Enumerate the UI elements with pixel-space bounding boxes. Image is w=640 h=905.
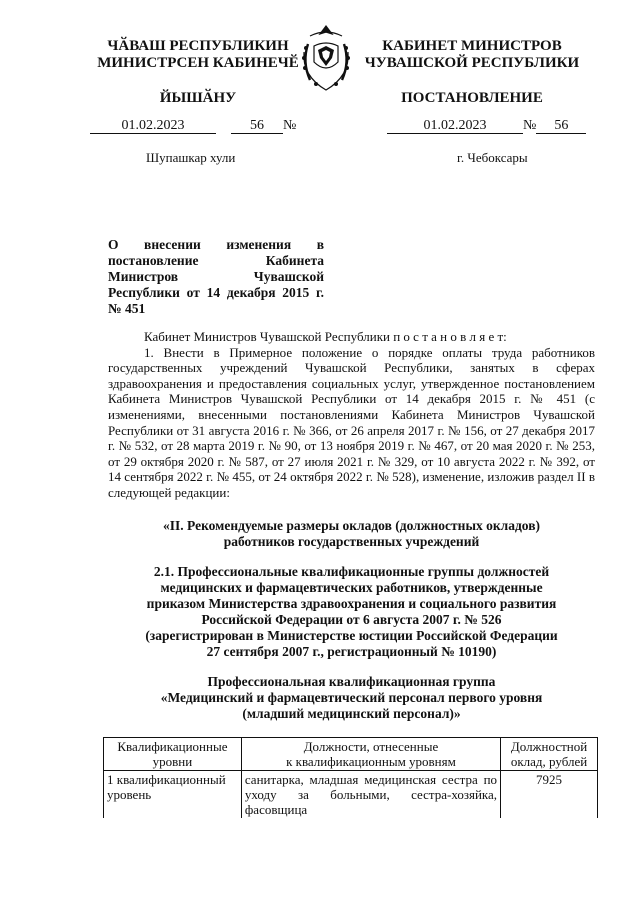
cell-positions: санитарка, младшая медицинская сестра по уходу за больными, сестра-хозяйка, фасовщица	[241, 771, 500, 819]
number-row-right	[387, 118, 586, 134]
place-russian: г. Чебоксары	[457, 150, 528, 165]
header-right-line1: КАБИНЕТ МИНИСТРОВ	[382, 38, 562, 54]
header-left-line1: ЧӐВАШ РЕСПУБЛИКИН	[107, 38, 289, 54]
subsection-heading-line3: приказом Министерства здравоохранения и социального развития	[146, 596, 557, 611]
subsection-heading	[108, 564, 595, 660]
number-left: 56	[231, 118, 283, 134]
cell-level: 1 квалификационный уровень	[104, 771, 242, 819]
subsection-heading-line1: 2.1. Профессиональные квалификационные группы должностей	[153, 564, 550, 579]
date-right: 01.02.2023	[387, 118, 523, 134]
header-left-chuvash	[78, 38, 318, 72]
salary-table	[103, 737, 598, 818]
table-header-row	[104, 738, 598, 771]
place-chuvash: Шупашкар хули	[146, 150, 236, 165]
section-heading-line2: работников государственных учреждений	[223, 534, 480, 549]
body-paragraph-1: Кабинет Министров Чувашской Республики п о с т а н о в л я е т:	[144, 329, 507, 344]
number-sign-right: №	[523, 118, 537, 133]
body-paragraph-2: 1. Внести в Примерное положение о порядке оплаты труда работников государственных учреждений Чувашской Республики, занятых в сферах здравоохранения и предоставления социальных услуг, утвержденное постановлением Кабинета Министров Чувашской Республики от 14 декабря 2015 г. № 451 (с изменениями, внесенными постановлениями Кабинета Министров Чувашской Республики от 31 августа 2016 г. № 366, от 26 апреля 2017 г. № 156, от 27 декабря 2017 г. № 532, от 28 марта 2019 г. № 90, от 13 ноября 2019 г. № 467, от 20 мая 2020 г. № 253, от 29 октября 2020 г. № 587, от 27 июля 2021 г. № 329, от 10 августа 2022 г. № 392, от 14 сентября 2022 г. № 455, от 24 октября 2022 г. № 528), изменение, изложив раздел II в следующей редакции:	[108, 344, 595, 500]
header-qualification-levels: Квалификационные уровни	[104, 738, 242, 771]
number-row-left	[90, 118, 296, 134]
group-heading	[108, 674, 595, 722]
group-heading-line3: (младший медицинский персонал)»	[242, 706, 461, 721]
cell-salary: 7925	[501, 771, 598, 819]
doc-type-chuvash: ЙЫШӐНУ	[159, 90, 237, 106]
number-right: 56	[536, 118, 586, 134]
doc-type-russian: ПОСТАНОВЛЕНИЕ	[401, 90, 543, 106]
group-heading-line1: Профессиональная квалификационная группа	[207, 674, 496, 689]
resolution-title: О внесении изменения в постановление Кабинета Министров Чувашской Республики от 14 декабря 2015 г. № 451	[108, 237, 324, 316]
header-right-line2: ЧУВАШСКОЙ РЕСПУБЛИКИ	[364, 55, 580, 71]
date-left: 01.02.2023	[90, 118, 216, 134]
header-left-line2: МИНИСТРСЕН КАБИНЕЧӖ	[97, 55, 299, 71]
section-heading	[108, 518, 595, 550]
subsection-heading-line2: медицинских и фармацевтических работников, утвержденные	[160, 580, 543, 595]
section-heading-line1: «II. Рекомендуемые размеры окладов (должностных окладов)	[163, 518, 540, 533]
header-right-russian	[352, 38, 592, 72]
chuvash-emblem-icon	[296, 22, 356, 94]
subsection-heading-line6: 27 сентября 2007 г., регистрационный № 10190)	[206, 644, 497, 659]
subsection-heading-line4: Российской Федерации от 6 августа 2007 г. № 526	[201, 612, 502, 627]
table-row	[104, 771, 598, 819]
header-positions: Должности, отнесенные к квалификационным уровням	[241, 738, 500, 771]
header-salary: Должностной оклад, рублей	[501, 738, 598, 771]
group-heading-line2: «Медицинский и фармацевтический персонал первого уровня	[160, 690, 543, 705]
subsection-heading-line5: (зарегистрирован в Министерстве юстиции Российской Федерации	[145, 628, 558, 643]
body-text	[108, 329, 595, 501]
number-sign-left: №	[283, 118, 297, 133]
